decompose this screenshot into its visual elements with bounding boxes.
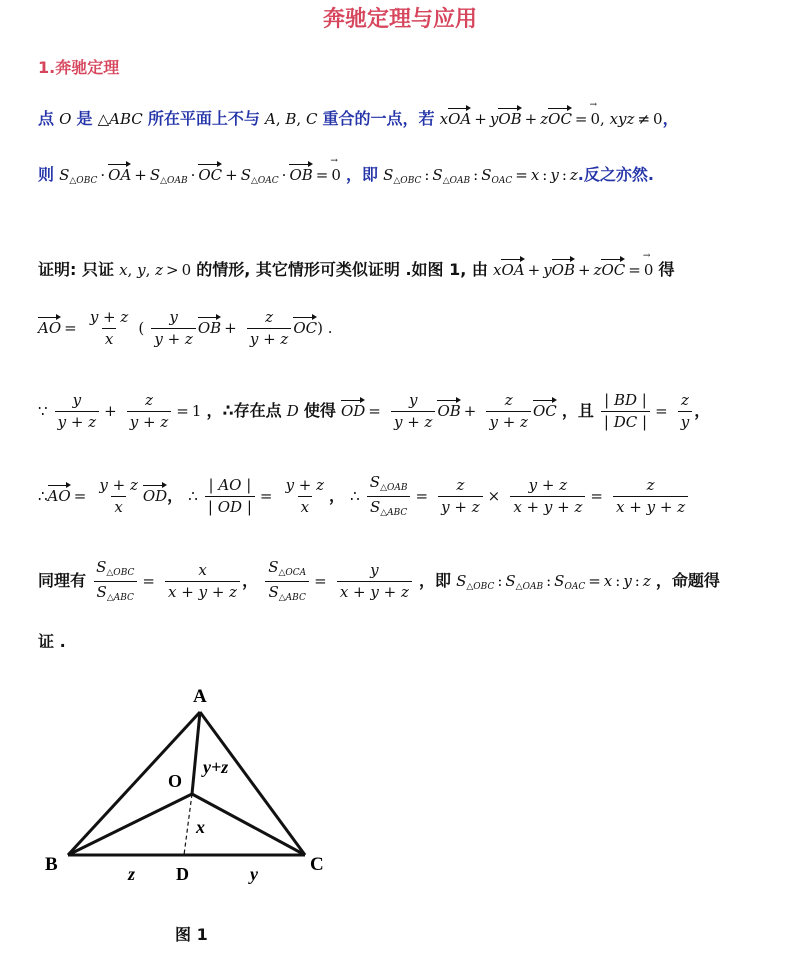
figure-caption: 图 1 — [175, 925, 208, 944]
label-bd: z — [128, 864, 136, 884]
equation-because: ∵ $\frac{y}{y + z}$ + $\frac{z}{y + z}$ = 1 ，∴存在点 D 使得 OD = $\frac{y}{y + z}$ OB + $\frac{z}{y + z}$ OC ，且 $\frac{| BD |}{| DC |}$ = $\frac{z}{y}$ ， — [38, 391, 711, 431]
segment-ao — [192, 712, 200, 794]
proof-end: 证 . — [38, 632, 66, 651]
segment-ob — [68, 794, 192, 855]
segment-oc — [192, 794, 305, 855]
point-b-label: B — [45, 854, 58, 875]
equation-ao: AO = $\frac{y + z}{x}$ ( $\frac{y}{y + z}$ OB + $\frac{z}{y + z}$ OC) . — [38, 308, 333, 348]
edge-ac — [200, 712, 305, 855]
label-od: x — [196, 817, 205, 837]
section-title: 1.奔驰定理 — [38, 58, 120, 77]
point-d-label: D — [176, 864, 189, 884]
proof-intro: 证明: 只证 x, y, z > 0 的情形, 其它情形可类似证明 .如图 1, 由 xOA + yOB + zOC = 0 → 得 — [38, 257, 675, 278]
equation-therefore: ∴AO = $\frac{y + z}{x}$ OD， ∴ $\frac{| AO |}{| OD |}$ = $\frac{y + z}{x}$ ， ∴ $\frac{S_{\triangle OAB}}{S_{\triangle ABC}}$ = $\frac{z}{y + z}$ × $\frac{y + z}{x + y + z}$ = $\frac{z}{x + y + z}$ — [38, 475, 690, 518]
figure-1-triangle — [0, 670, 360, 910]
point-c-label: C — [310, 854, 324, 875]
point-a-label: A — [193, 686, 207, 707]
equation-similarly: 同理有 $\frac{S_{\triangle OBC}}{S_{\triangle ABC}}$ = $\frac{x}{x + y + z}$ ， $\frac{S_{\triangle OCA}}{S_{\triangle ABC}}$ = $\frac{y}{x + y + z}$ ，即 $S_{\triangle OBC}$ : $S_{\triangle OAB}$ : $S_{OAC} = x$ : y : z ，命题得 — [38, 558, 720, 603]
theorem-line-2: 则 $S_{\triangle OBC}$ · OA + $S_{\triangle OAB}$ · OC + $S_{\triangle OAC}$ · OB = 0 → ，即 $S_{\triangle OBC}$ : $S_{\triangle OAB}$ : $S_{OAC} = x$ : y : z.反之亦然. — [38, 162, 654, 186]
label-ao: y+z — [203, 757, 229, 777]
page-title: 奔驰定理与应用 — [322, 7, 477, 32]
theorem-line-1: 点 O 是 △ABC 所在平面上不与 A, B, C 重合的一点，若 xOA + yOB + zOC = 0 →, xyz ≠ 0， — [38, 106, 679, 127]
segment-od — [184, 794, 192, 855]
label-dc: y — [250, 864, 258, 884]
point-o-label: O — [168, 771, 183, 791]
